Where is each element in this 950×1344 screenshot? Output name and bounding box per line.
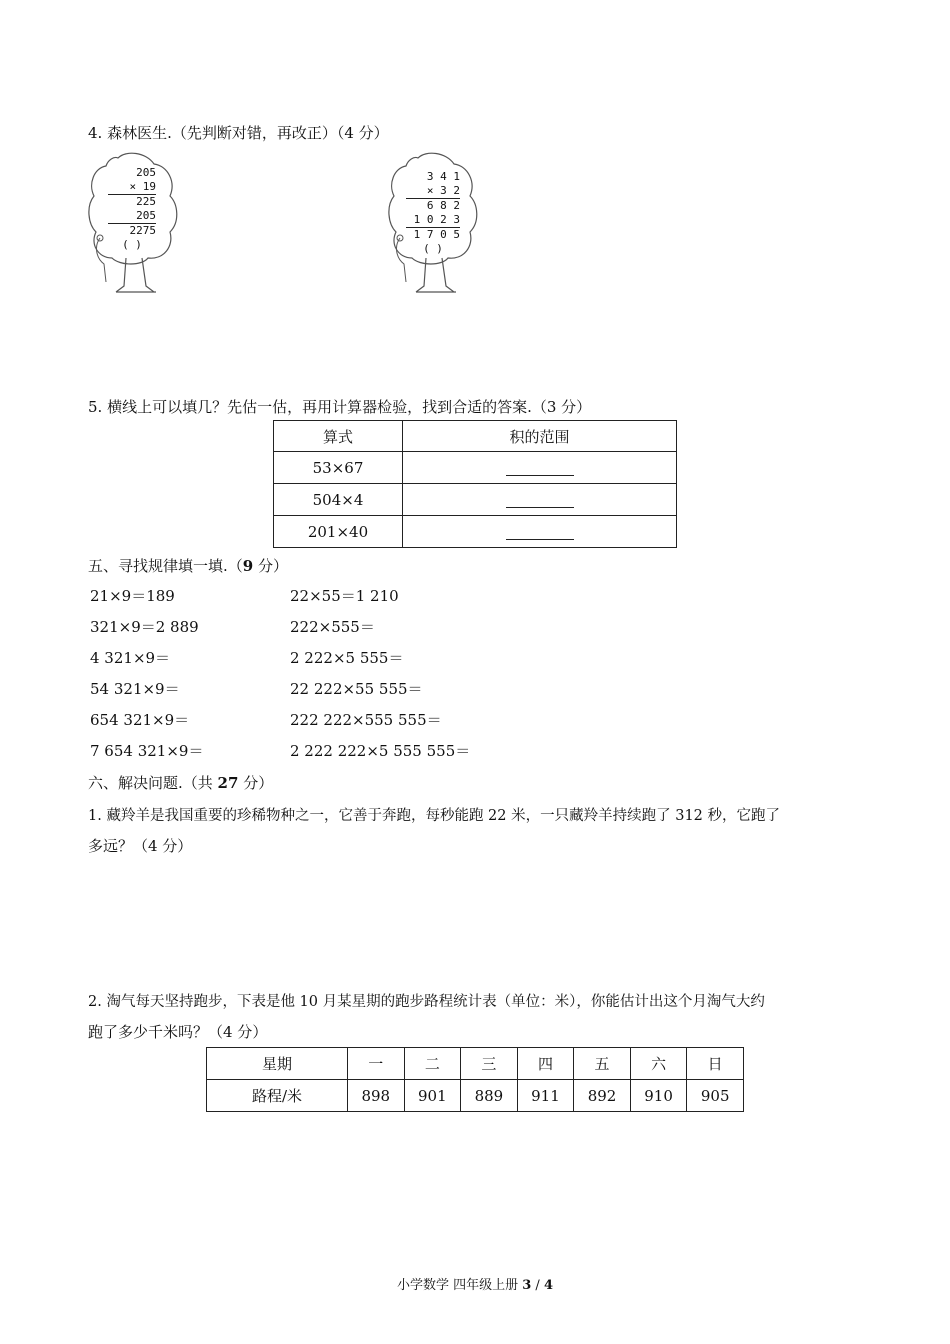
pattern-left: 654 321×9＝ xyxy=(90,711,190,729)
problem1-line1: 1. 藏羚羊是我国重要的珍稀物种之一，它善于奔跑，每秒能跑 22 米，一只藏羚羊持续跑了 312 秒，它跑了 xyxy=(88,808,781,824)
pattern-right: 22 222×55 555＝ xyxy=(290,680,423,698)
q5-answer-cell[interactable] xyxy=(403,516,677,548)
pattern-left: 321×9＝2 889 xyxy=(90,618,199,636)
running-header-cell: 五 xyxy=(574,1048,631,1080)
pattern-right: 22×55＝1 210 xyxy=(290,587,399,605)
tree2-line: 1 7 0 5 xyxy=(406,227,460,242)
running-value: 910 xyxy=(630,1080,687,1112)
q5-expression: 53×67 xyxy=(274,452,403,484)
running-value: 889 xyxy=(461,1080,518,1112)
tree2-answer: ( ) xyxy=(423,242,443,255)
q5-table xyxy=(273,420,677,548)
pattern-right: 2 222×5 555＝ xyxy=(290,649,404,667)
pattern-right: 2 222 222×5 555 555＝ xyxy=(290,742,471,760)
running-header-cell: 二 xyxy=(404,1048,461,1080)
answer-blank[interactable] xyxy=(506,461,574,476)
q5-title: 5. 横线上可以填几？先估一估，再用计算器检验，找到合适的答案.（3 分） xyxy=(88,398,592,416)
q5-header-cell: 算式 xyxy=(274,421,403,452)
running-table xyxy=(206,1047,744,1112)
tree1-line: 225 xyxy=(108,194,156,209)
section6-title: 六、解决问题.（共 27 分） xyxy=(88,774,274,792)
pattern-right: 222×555＝ xyxy=(290,618,375,636)
tree2-line: × 3 2 xyxy=(426,184,460,197)
running-value: 905 xyxy=(687,1080,744,1112)
tree2-line: 6 8 2 xyxy=(406,198,460,213)
pattern-left: 7 654 321×9＝ xyxy=(90,742,204,760)
tree1-line: 205 xyxy=(136,166,156,179)
tree-illustration-2 xyxy=(386,146,482,296)
running-value: 901 xyxy=(404,1080,461,1112)
running-header-cell: 六 xyxy=(630,1048,687,1080)
running-value: 898 xyxy=(348,1080,405,1112)
tree1-line: × 19 xyxy=(129,180,156,193)
q5-answer-cell[interactable] xyxy=(403,484,677,516)
q4-title: 4. 森林医生.（先判断对错，再改正）（4 分） xyxy=(88,124,389,142)
page-footer: 小学数学 四年级上册 3 / 4 xyxy=(396,1278,553,1293)
q5-header-cell: 积的范围 xyxy=(403,421,677,452)
running-header-cell: 日 xyxy=(687,1048,744,1080)
tree-illustration-1 xyxy=(86,146,182,296)
problem2-line2: 跑了多少千米吗？（4 分） xyxy=(88,1023,268,1041)
problem1-line2: 多远？（4 分） xyxy=(88,837,193,855)
q5-expression: 201×40 xyxy=(274,516,403,548)
running-header-cell: 一 xyxy=(348,1048,405,1080)
tree2-line: 1 0 2 3 xyxy=(413,213,460,226)
running-value: 911 xyxy=(517,1080,574,1112)
running-header-cell: 四 xyxy=(517,1048,574,1080)
pattern-left: 4 321×9＝ xyxy=(90,649,171,667)
running-row-label: 路程/米 xyxy=(207,1080,348,1112)
answer-blank[interactable] xyxy=(506,525,574,540)
tree1-line: 2275 xyxy=(108,223,156,238)
q5-expression: 504×4 xyxy=(274,484,403,516)
running-header-cell: 星期 xyxy=(207,1048,348,1080)
running-header-cell: 三 xyxy=(461,1048,518,1080)
q5-answer-cell[interactable] xyxy=(403,452,677,484)
pattern-left: 54 321×9＝ xyxy=(90,680,180,698)
answer-blank[interactable] xyxy=(506,493,574,508)
pattern-right: 222 222×555 555＝ xyxy=(290,711,442,729)
tree1-line: 205 xyxy=(136,209,156,222)
running-value: 892 xyxy=(574,1080,631,1112)
section5-title: 五、寻找规律填一填.（9 分） xyxy=(88,557,288,575)
tree2-line: 3 4 1 xyxy=(426,170,460,183)
pattern-left: 21×9＝189 xyxy=(90,587,175,605)
problem2-line1: 2. 淘气每天坚持跑步，下表是他 10 月某星期的跑步路程统计表（单位：米），你能估计出这个月淘气大约 xyxy=(88,994,765,1010)
tree1-answer: ( ) xyxy=(122,238,142,251)
